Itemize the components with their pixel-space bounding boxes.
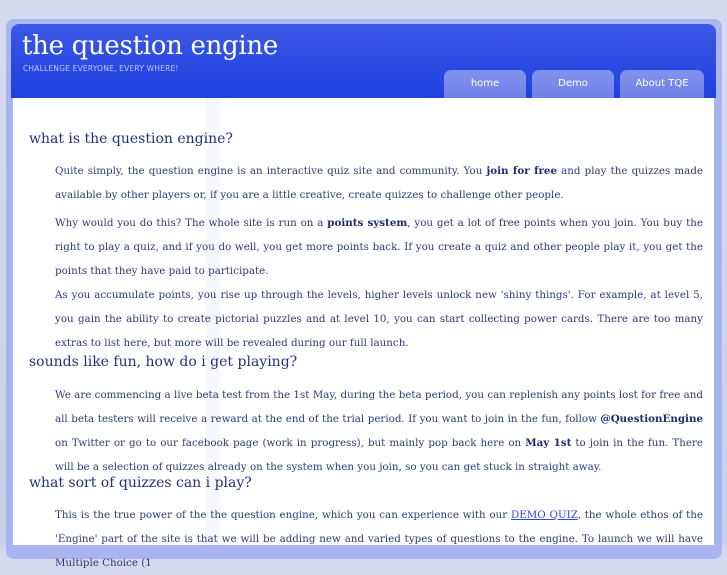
launch-date-text: May 1st [525,437,572,449]
site-tagline: CHALLENGE EVERYONE, EVERY WHERE! [23,64,179,73]
section-heading-quiz-types: what sort of quizzes can i play? [29,475,252,491]
join-for-free-text: join for free [486,165,558,177]
site-header [11,24,716,98]
section-heading-what-is: what is the question engine? [29,131,233,147]
main-content [13,98,714,569]
site-title[interactable]: the question engine [22,31,278,61]
paragraph-intro: Quite simply, the question engine is an interactive quiz site and community. You join for free and play the quizzes made available by other players or, if you are a little creative, create quizzes to challenge other people. [55,165,704,201]
paragraph-engine: This is the true power of the the question engine, which you can experience with our DEMO QUIZ, the whole ethos of the 'Engine' part of the site is that we will be adding new and varied types of questions to the engine. To launch we will have Multiple Choice (1 [55,509,703,569]
nav-tab-about[interactable]: About TQE [620,70,704,98]
paragraph-levels: As you accumulate points, you rise up through the levels, higher levels unlock new 'shiny things'. For example, at level 5, you gain the ability to create pictorial puzzles and at level 10, you can start collecting power cards. There are too many extras to list here, but more will be revealed during our full launch. [55,289,703,349]
demo-quiz-link[interactable]: DEMO QUIZ [510,509,578,521]
points-system-text: points system [327,217,408,229]
twitter-handle-text: @QuestionEngine [600,413,703,425]
section-heading-getting-playing: sounds like fun, how do i get playing? [29,354,298,370]
nav-tab-home[interactable]: home [444,70,526,98]
paragraph-beta: We are commencing a live beta test from the 1st May, during the beta period, you can replenish any points lost for free and all beta testers will receive a reward at the end of the trial period. If you want to join in the fun, follow @QuestionEngine on Twitter or go to our facebook page (work in progress), but mainly pop back here on May 1st to join in the fun. There will be a selection of quizzes already on the system when you join, so you can get stuck in straight away. [55,389,703,473]
nav-tab-demo[interactable]: Demo [532,70,614,98]
paragraph-points-system: Why would you do this? The whole site is run on a points system, you get a lot of free points when you join. You buy the right to play a quiz, and if you do well, you get more points back. If you create a quiz and other people play it, you get the points that they have paid to participate. [55,217,703,277]
